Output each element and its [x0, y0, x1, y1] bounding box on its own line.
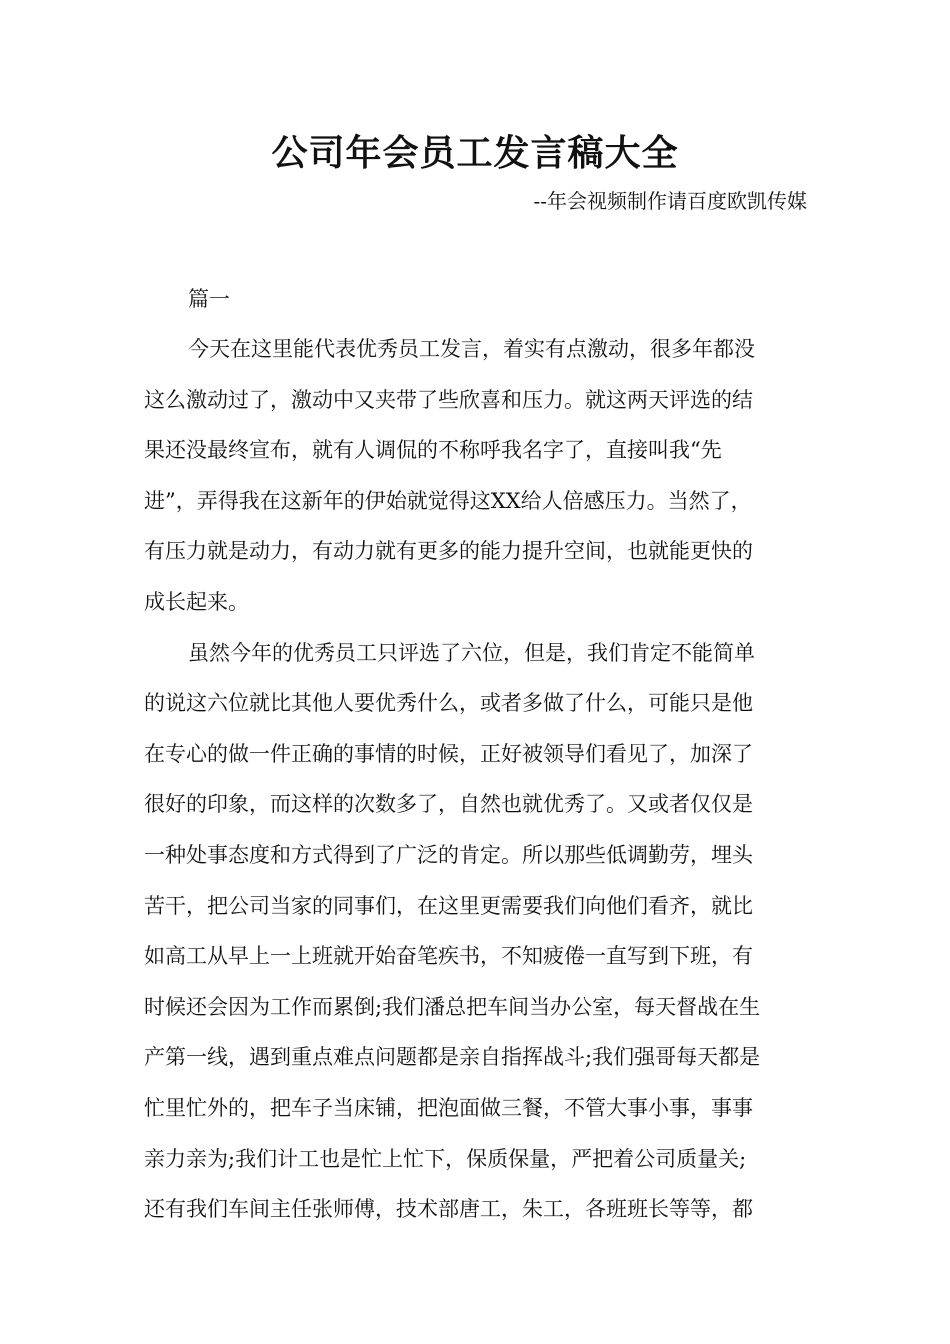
- text-line: 虽然今年的优秀员工只评选了六位，但是，我们肯定不能简单: [188, 640, 755, 665]
- document-title: 公司年会员工发言稿大全: [271, 132, 679, 174]
- text-line: 果还没最终宣布，就有人调侃的不称呼我名字了，直接叫我“先: [144, 438, 722, 463]
- text-line: 进”，弄得我在这新年的伊始就觉得这XX给人倍感压力。当然了，: [144, 488, 752, 513]
- text-line: 一种处事态度和方式得到了广泛的肯定。所以那些低调勤劳，埋头: [144, 842, 753, 867]
- text-line: 的说这六位就比其他人要优秀什么，或者多做了什么，可能只是他: [144, 691, 753, 716]
- text-line: 成长起来。: [144, 589, 249, 614]
- text-line: 有压力就是动力，有动力就有更多的能力提升空间，也就能更快的: [144, 539, 753, 564]
- document-subtitle: --年会视频制作请百度欧凯传媒: [533, 189, 807, 213]
- text-line: 今天在这里能代表优秀员工发言，着实有点激动，很多年都没: [188, 337, 755, 361]
- text-line: 这么激动过了，激动中又夹带了些欣喜和压力。就这两天评选的结: [144, 387, 753, 412]
- paragraph-1: [144, 324, 808, 628]
- text-line: 忙里忙外的，把车子当床铺，把泡面做三餐，不管大事小事，事事: [144, 1095, 753, 1120]
- text-line: 很好的印象，而这样的次数多了，自然也就优秀了。又或者仅仅是: [144, 792, 753, 817]
- text-line: 如高工从早上一上班就开始奋笔疾书，不知疲倦一直写到下班，有: [144, 944, 753, 969]
- text-line: 在专心的做一件正确的事情的时候，正好被领导们看见了，加深了: [144, 741, 753, 766]
- text-line: 时候还会因为工作而累倒;我们潘总把车间当办公室，每天督战在生: [144, 994, 761, 1019]
- section-heading: 篇一: [188, 287, 230, 311]
- document-body: [144, 274, 808, 1235]
- text-line: 苦干，把公司当家的同事们，在这里更需要我们向他们看齐，就比: [144, 893, 753, 918]
- text-line: 产第一线，遇到重点难点问题都是亲自指挥战斗;我们强哥每天都是: [144, 1045, 761, 1070]
- paragraph-2: [144, 628, 808, 1235]
- text-line: 还有我们车间主任张师傅，技术部唐工，朱工，各班班长等等，都: [144, 1197, 753, 1222]
- text-line: 亲力亲为;我们计工也是忙上忙下，保质保量，严把着公司质量关;: [144, 1146, 747, 1171]
